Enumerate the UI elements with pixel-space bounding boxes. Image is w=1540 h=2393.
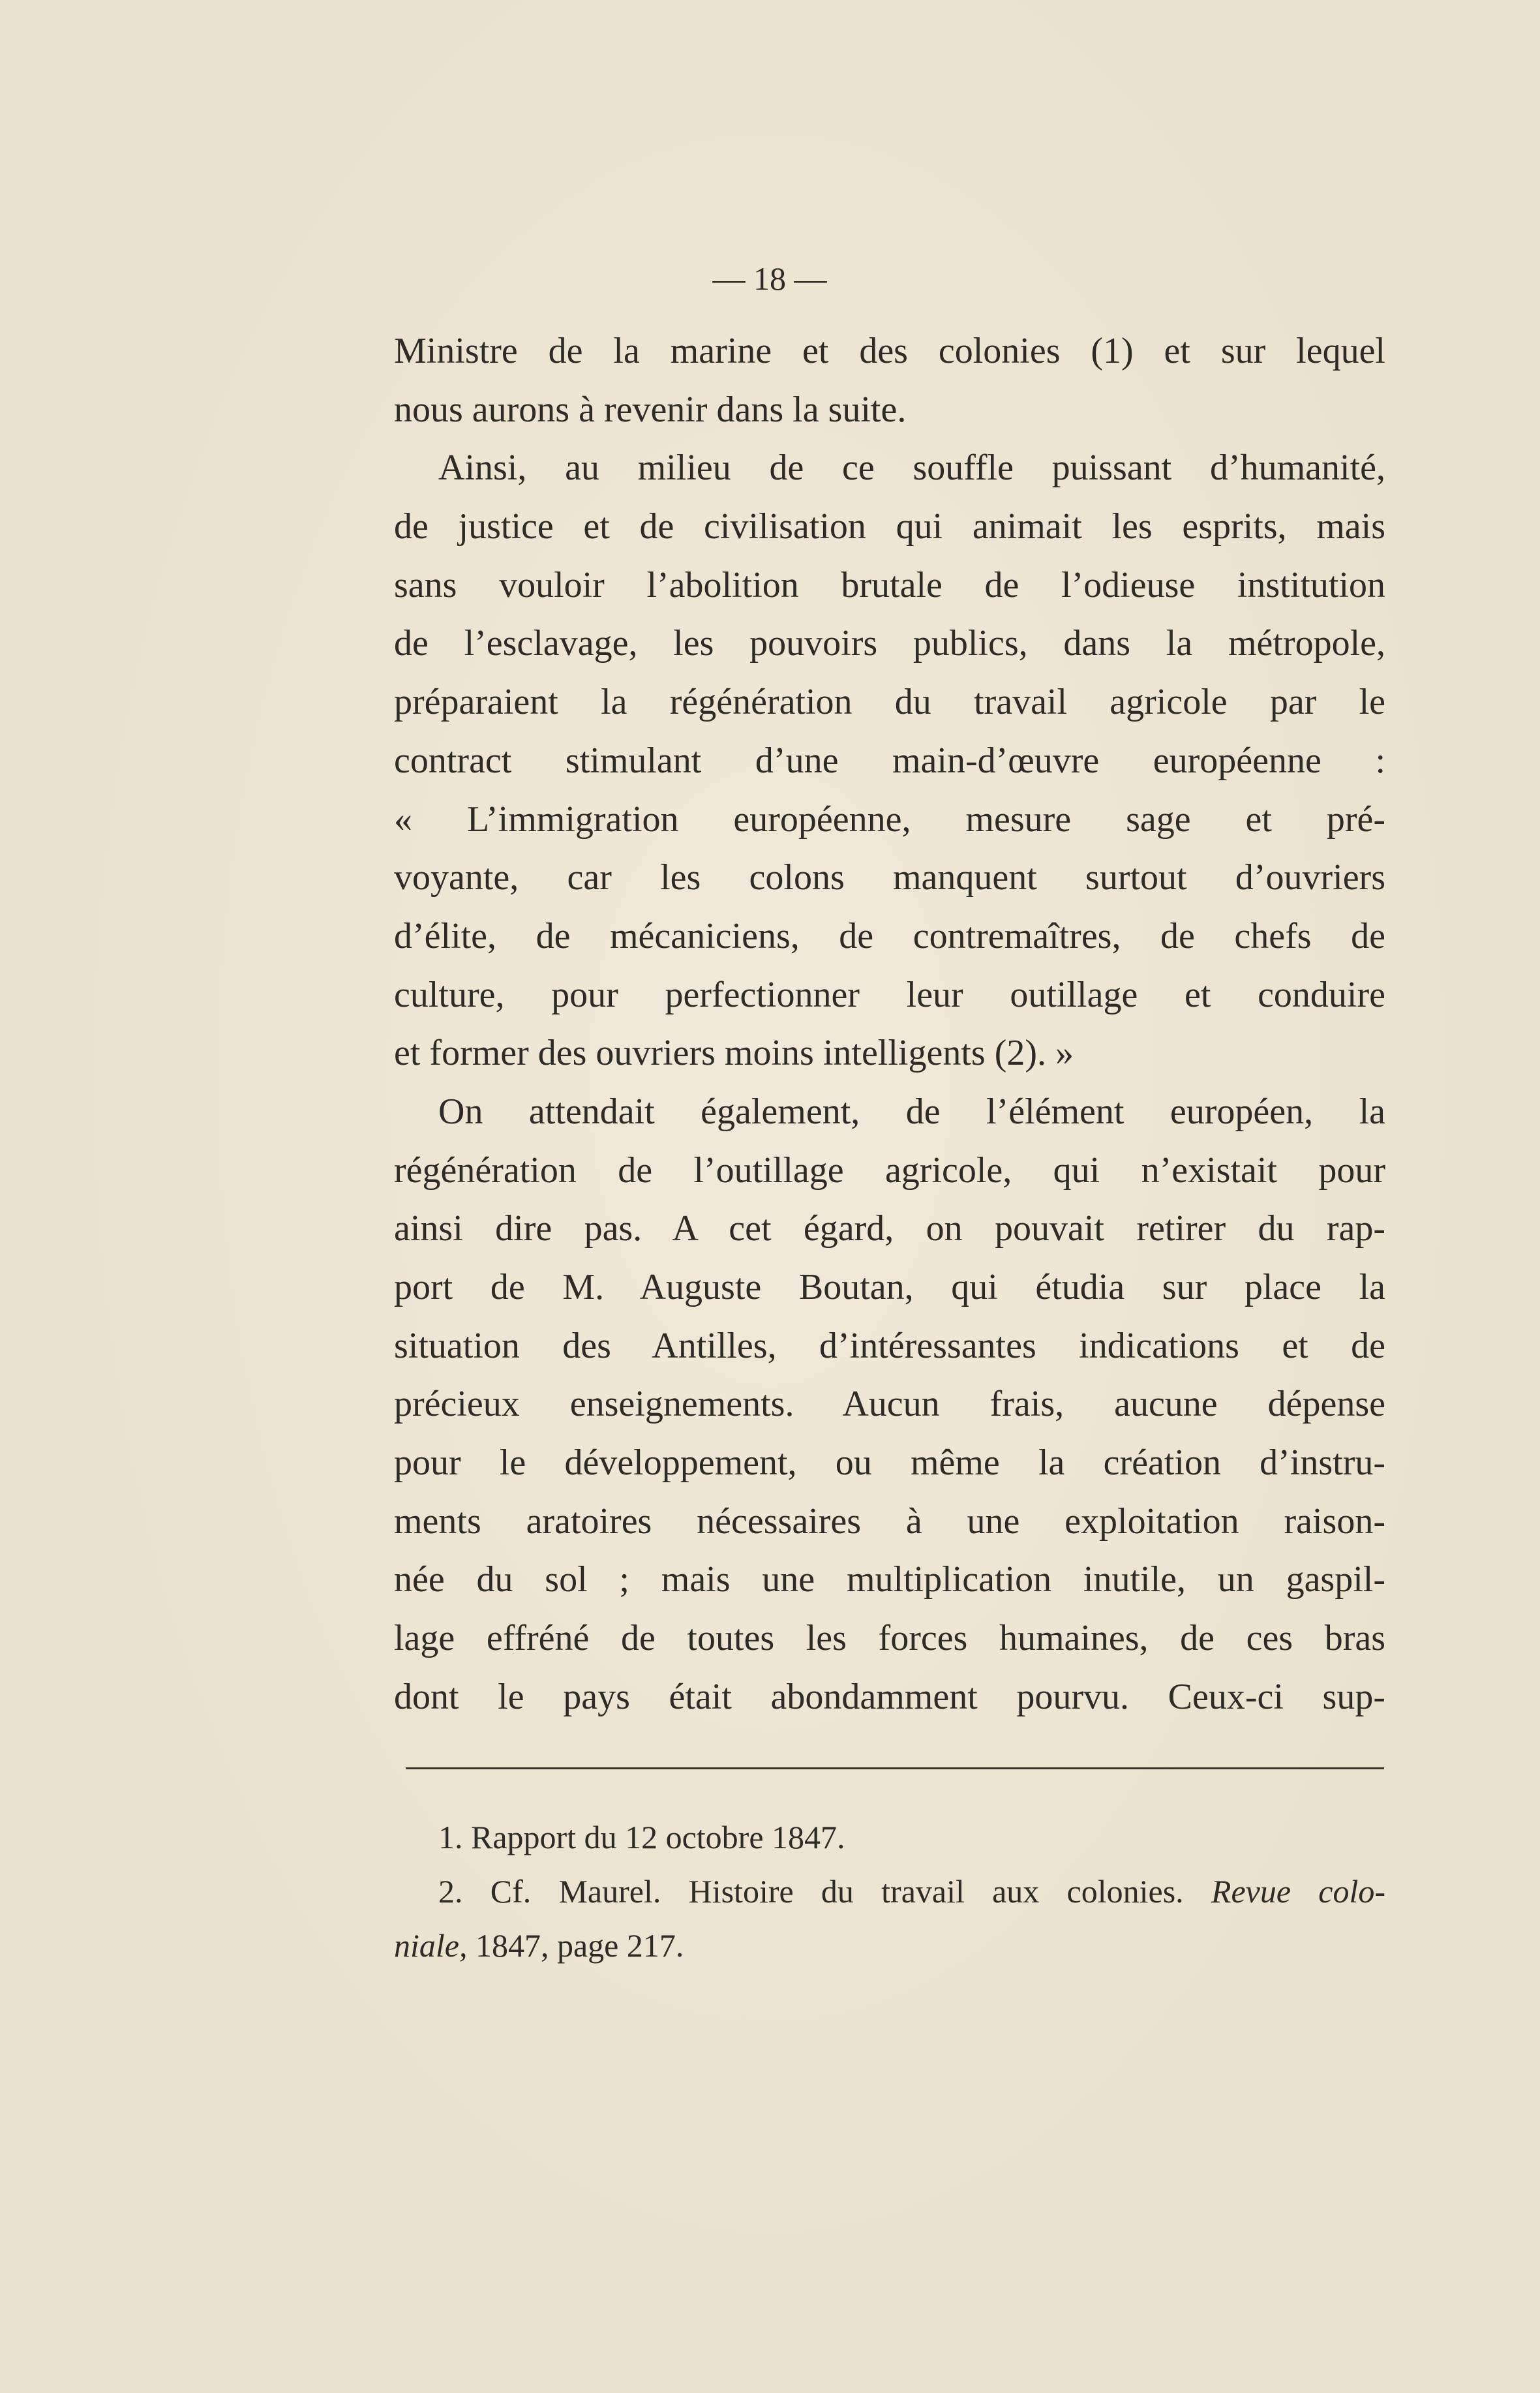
- text-line: situation des Antilles, d’intéressantes indications et de: [394, 1325, 1385, 1366]
- body-text: [394, 322, 1385, 1727]
- text-line: « L’immigration européenne, mesure sage et pré-: [394, 799, 1385, 840]
- text-line: ments aratoires nécessaires à une exploitation raison-: [394, 1501, 1385, 1542]
- footnote-2-text: 2. Cf. Maurel. Histoire du travail aux colonies.: [438, 1873, 1184, 1910]
- footnote-separator: [406, 1767, 1384, 1769]
- text-line: dont le pays était abondamment pourvu. Ceux-ci sup-: [394, 1676, 1385, 1717]
- text-line: pour le développement, ou même la création d’instru-: [394, 1442, 1385, 1484]
- text-line: contract stimulant d’une main-d’œuvre européenne :: [394, 740, 1385, 781]
- text-line: port de M. Auguste Boutan, qui étudia sur place la: [394, 1267, 1385, 1307]
- footnote-1: 1. Rapport du 12 octobre 1847.: [438, 1819, 845, 1855]
- text-line: ainsi dire pas. A cet égard, on pouvait retirer du rap-: [394, 1208, 1385, 1249]
- text-line: On attendait également, de l’élément européen, la: [438, 1091, 1385, 1132]
- text-line: de justice et de civilisation qui animait les esprits, mais: [394, 506, 1385, 547]
- text-line: préparaient la régénération du travail agricole par le: [394, 682, 1385, 723]
- text-line: nous aurons à revenir dans la suite.: [394, 389, 907, 430]
- text-line: Ainsi, au milieu de ce souffle puissant d’humanité,: [438, 448, 1385, 489]
- footnotes: [394, 1810, 1385, 1973]
- text-line: née du sol ; mais une multiplication inutile, un gaspil-: [394, 1559, 1385, 1600]
- text-line: d’élite, de mécaniciens, de contremaîtres, de chefs de: [394, 915, 1385, 956]
- text-line: précieux enseignements. Aucun frais, aucune dépense: [394, 1384, 1385, 1425]
- text-line: voyante, car les colons manquent surtout d’ouvriers: [394, 857, 1385, 898]
- footnote-2-line-1: [394, 1865, 1385, 1919]
- footnote-2-journal-title-cont: niale,: [394, 1927, 468, 1964]
- footnote-2-journal-title: Revue colo-: [1211, 1873, 1385, 1910]
- text-line: culture, pour perfectionner leur outillage et conduire: [394, 974, 1385, 1015]
- text-line: lage effréné de toutes les forces humaines, de ces bras: [394, 1618, 1385, 1659]
- text-line: et former des ouvriers moins intelligents (2). »: [394, 1033, 1074, 1074]
- text-line: régénération de l’outillage agricole, qui n’existait pour: [394, 1150, 1385, 1191]
- text-line: Ministre de la marine et des colonies (1) et sur lequel: [394, 331, 1385, 371]
- text-line: de l’esclavage, les pouvoirs publics, dans la métropole,: [394, 623, 1385, 664]
- text-line: sans vouloir l’abolition brutale de l’odieuse institution: [394, 564, 1385, 605]
- page-number: — 18 —: [712, 260, 827, 297]
- footnote-2-line-2: [394, 1919, 1385, 1973]
- footnote-2-citation: 1847, page 217.: [467, 1927, 684, 1964]
